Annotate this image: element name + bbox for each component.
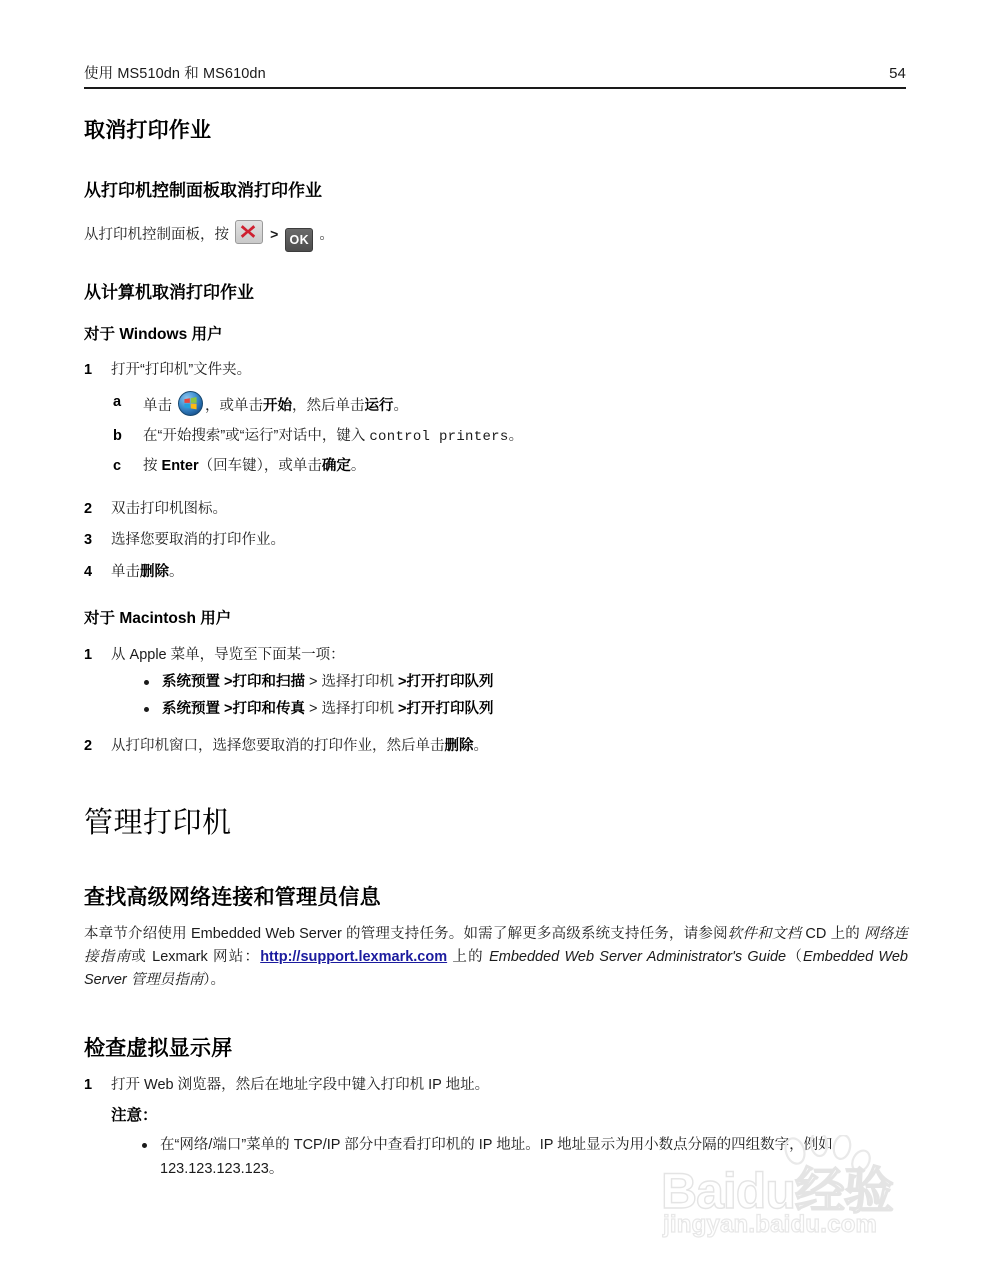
path-print-and-fax: 打印和传真 (232, 701, 305, 718)
path-system-preferences: 系统预置 (162, 674, 220, 691)
step-marker: 1 (84, 1076, 93, 1093)
list-item (84, 561, 908, 583)
command-text: control printers (369, 428, 509, 445)
path-separator: > (394, 701, 407, 718)
substep-text-part1: 按 (143, 457, 162, 474)
step-text-suffix: 。 (473, 738, 488, 755)
para-italic-admin-guide-zh: Embedded Web Server 管理员指南 (84, 948, 908, 988)
step-bold-delete: 删除 (140, 563, 169, 580)
list-item (113, 425, 908, 449)
substep-bold-run: 运行 (364, 398, 394, 415)
path-separator: > (220, 701, 233, 718)
step-marker: 3 (84, 532, 93, 549)
virtual-display-steps (84, 1074, 908, 1096)
instruction-prefix: 从打印机控制面板，按 (84, 226, 229, 243)
substep-text-part2: 。 (508, 427, 524, 444)
list-item (84, 735, 908, 757)
page-number: 54 (889, 65, 906, 82)
bullet-list (138, 1134, 908, 1180)
step-text-suffix: 。 (169, 563, 184, 580)
bullet-dot-icon (142, 1143, 147, 1148)
para-text-6: ）。 (203, 971, 225, 988)
substep-bold-enter: Enter (161, 457, 199, 474)
path-separator: > (305, 674, 322, 691)
bullet-list (140, 671, 908, 721)
note-bullets (138, 1134, 908, 1180)
step-text: 从 Apple 菜单，导览至下面某一项： (111, 646, 345, 663)
substep-list (113, 391, 908, 478)
step-marker: 2 (84, 501, 93, 517)
lexmark-support-link[interactable]: http://support.lexmark.com (260, 948, 448, 965)
ok-button-icon[interactable]: OK (285, 228, 313, 252)
step-marker: 2 (84, 738, 93, 755)
step-marker: 1 (84, 361, 93, 378)
list-item (140, 698, 908, 721)
step-text: 选择您要取消的打印作业。 (111, 532, 285, 549)
watermark-brand: Baidu经验 (661, 1163, 893, 1219)
path-select-printer: 选择打印机 (321, 674, 395, 691)
path-print-and-scan: 打印和扫描 (232, 674, 305, 691)
substep-text-part4: 。 (393, 398, 409, 415)
substep-marker: a (113, 394, 122, 411)
heading-os-name: Macintosh (119, 610, 196, 628)
sequence-separator: > (270, 225, 279, 242)
step-text-prefix: 从打印机窗口，选择您要取消的打印作业，然后单击 (111, 738, 445, 755)
substep-marker: b (113, 427, 122, 444)
path-system-preferences: 系统预置 (162, 701, 220, 718)
subsection-title-cancel-from-computer: 从计算机取消打印作业 (84, 282, 254, 302)
list-item (113, 391, 908, 418)
para-italic-software-doc-cd: 软件和文档 (727, 925, 802, 942)
heading-prefix: 对于 (84, 610, 120, 628)
heading-macintosh-users (84, 609, 908, 629)
list-item (84, 498, 908, 520)
list-item (84, 529, 908, 551)
substep-text-part3: ，然后单击 (292, 398, 365, 415)
para-text-3: 或 Lexmark 网站： (131, 948, 261, 965)
note-block (111, 1106, 908, 1181)
windows-steps-part2 (84, 498, 908, 583)
path-open-print-queue: 打开打印队列 (406, 701, 494, 718)
heading-text: 从打印机控制面板取消打印作业 (84, 181, 322, 201)
list-item (84, 644, 908, 666)
list-item (84, 1074, 908, 1096)
heading-prefix: 对于 (84, 325, 120, 343)
running-header (84, 62, 906, 83)
substep-bold-ok: 确定 (321, 457, 351, 474)
para-text-4: 上的 (447, 948, 490, 965)
subsection-title-cancel-from-control-panel (84, 180, 908, 201)
step-bold-delete: 删除 (444, 738, 474, 755)
section-title-check-virtual-display: 检查虚拟显示屏 (84, 1036, 233, 1060)
substep-text-part1: 单击 (143, 398, 172, 415)
macintosh-steps-continued (84, 735, 908, 757)
windows-start-orb-icon[interactable] (178, 391, 203, 416)
heading-os-name: Windows (119, 325, 188, 343)
substep-text-part1: 在“开始搜索”或“运行”对话中，键入 (143, 427, 370, 444)
substep-text-part3: 。 (350, 457, 366, 474)
heading-suffix: 用户 (187, 325, 223, 343)
note-label: 注意： (111, 1107, 158, 1125)
substep-bold-start: 开始 (263, 398, 293, 415)
header-divider (84, 87, 906, 89)
heading-suffix: 用户 (195, 610, 232, 628)
instruction-suffix: 。 (319, 226, 334, 243)
chapter-title-manage-printer: 管理打印机 (84, 806, 232, 839)
section-title-find-admin-info: 查找高级网络连接和管理员信息 (84, 885, 381, 909)
watermark-url: jingyan.baidu.com (663, 1211, 878, 1238)
para-text-1: 本章节介绍使用 Embedded Web Server 的管理支持任务。如需了解更多高级系统支持任务，请参阅 (84, 925, 728, 942)
list-item (84, 359, 908, 381)
page-content (84, 118, 908, 1185)
list-item (138, 1134, 908, 1180)
section-title-cancel-print-job: 取消打印作业 (84, 119, 212, 142)
header-title: 使用 MS510dn 和 MS610dn (84, 66, 266, 82)
step-text: 打开“打印机”文件夹。 (111, 361, 252, 378)
substep-text-part2: ，或单击 (205, 398, 264, 415)
path-open-print-queue: 打开打印队列 (406, 674, 494, 691)
windows-substeps (113, 391, 908, 478)
heading-windows-users (84, 325, 908, 345)
path-select-printer: 选择打印机 (321, 701, 395, 718)
para-text-5: （ (786, 948, 804, 965)
path-separator: > (305, 701, 322, 718)
step-marker: 4 (84, 563, 93, 580)
path-separator: > (220, 674, 233, 691)
list-item (140, 671, 908, 694)
bullet-dot-icon (144, 707, 149, 712)
macintosh-steps (84, 644, 908, 666)
para-text-2: CD 上的 (801, 925, 865, 942)
bullet-dot-icon (144, 680, 149, 685)
macintosh-path-options (140, 671, 908, 721)
step-text: 打开 Web 浏览器，然后在地址字段中键入打印机 IP 地址。 (111, 1076, 490, 1093)
find-admin-info-paragraph (84, 923, 908, 992)
note-bullet-text: 在“网络/端口”菜单的 TCP/IP 部分中查看打印机的 IP 地址。IP 地址显示为用小数点分隔的四组数字，例如 123.123.123.123。 (160, 1137, 833, 1177)
control-panel-instruction (84, 220, 908, 252)
path-separator: > (394, 674, 407, 691)
step-text-prefix: 单击 (111, 563, 140, 580)
list-item (113, 455, 908, 478)
para-italic-admin-guide-en: Embedded Web Server Administrator's Guide (489, 948, 787, 965)
windows-steps-part1 (84, 359, 908, 381)
para-italic-networking-guide: 网络连接指南 (84, 925, 909, 965)
cancel-button-icon[interactable] (235, 220, 263, 244)
step-text: 双击打印机图标。 (111, 501, 227, 517)
step-marker: 1 (84, 646, 93, 663)
substep-marker: c (113, 457, 122, 474)
substep-text-part2: （回车键），或单击 (198, 457, 322, 474)
